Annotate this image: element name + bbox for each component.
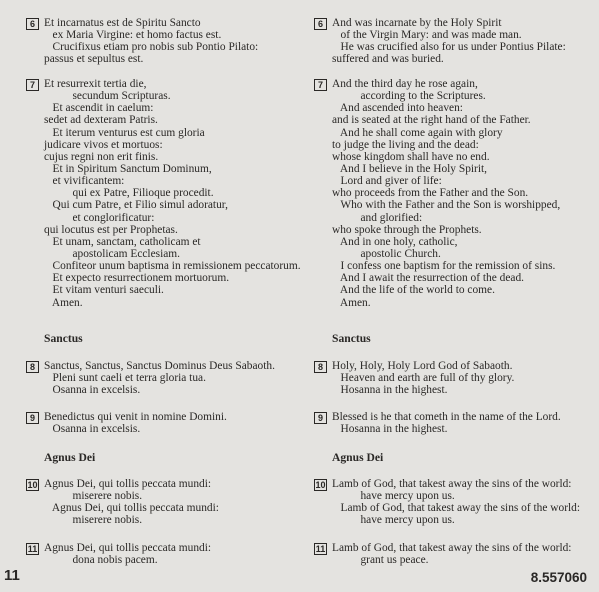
verse-line: passus et sepultus est. — [44, 53, 144, 66]
verse-line: Benedictus qui venit in nomine Domini. — [44, 411, 227, 423]
verse-line: And I await the resurrection of the dead. — [332, 272, 524, 285]
verse-line: And the third day he rose again, — [332, 78, 478, 90]
sanctus-heading: Sanctus — [332, 332, 371, 345]
verse-line: Pleni sunt caeli et terra gloria tua. — [44, 372, 206, 385]
verse-line: have mercy upon us. — [332, 514, 455, 527]
verse-line: Lamb of God, that takest away the sins of the world: — [332, 502, 581, 515]
verse-line: Holy, Holy, Holy Lord God of Sabaoth. — [332, 360, 513, 372]
verse-line: Et in Spiritum Sanctum Dominum, — [44, 162, 212, 175]
verse-lines — [44, 411, 227, 435]
track-number-badge: 10 — [27, 480, 38, 490]
verse-line: Et iterum venturus est cum gloria — [44, 126, 205, 139]
verse-lines — [332, 78, 560, 309]
verse-lines — [332, 478, 580, 527]
verse-line: miserere nobis. — [44, 514, 143, 527]
verse-line: Agnus Dei, qui tollis peccata mundi: — [44, 478, 212, 490]
verse-line: et vivificantem: — [44, 175, 125, 188]
verse-line: Agnus Dei, qui tollis peccata mundi: — [44, 542, 212, 554]
track-number-badge: 11 — [27, 544, 38, 554]
verse-line: have mercy upon us. — [332, 490, 455, 503]
verse-line: qui ex Patre, Filioque procedit. — [44, 187, 214, 200]
verse-line: Et incarnatus est de Spiritu Sancto — [44, 17, 201, 29]
verse-line: Sanctus, Sanctus, Sanctus Dominus Deus Sabaoth. — [44, 360, 275, 372]
track-number-badge: 10 — [315, 480, 326, 490]
verse-line: whose kingdom shall have no end. — [332, 150, 490, 163]
track-number-badge: 6 — [26, 18, 39, 30]
verse-line: grant us peace. — [332, 554, 429, 567]
verse-lines — [44, 542, 211, 566]
verse-line: et conglorificatur: — [44, 211, 155, 224]
verse-line: and glorified: — [332, 211, 423, 224]
verse-line: And was incarnate by the Holy Spirit — [332, 17, 502, 29]
verse-line: to judge the living and the dead: — [332, 138, 479, 151]
verse-line: and is seated at the right hand of the Father. — [332, 114, 531, 127]
verse-line: Crucifixus etiam pro nobis sub Pontio Pilato: — [44, 41, 259, 54]
track-number-badge: 8 — [26, 361, 39, 373]
verse-line: Et vitam venturi saeculi. — [44, 284, 164, 297]
verse-line: And ascended into heaven: — [332, 102, 463, 115]
agnus-dei-heading: Agnus Dei — [332, 451, 384, 464]
verse-line: who spoke through the Prophets. — [332, 223, 482, 236]
verse-lines — [332, 542, 571, 566]
verse-line: Lamb of God, that takest away the sins of the world: — [332, 542, 572, 554]
verse-line: Heaven and earth are full of thy glory. — [332, 372, 515, 385]
verse-line: Hosanna in the highest. — [332, 384, 448, 397]
verse-line: Qui cum Patre, et Filio simul adoratur, — [44, 199, 228, 212]
verse-line: Amen. — [332, 296, 371, 309]
verse-line: Et ascendit in caelum: — [44, 102, 154, 115]
verse-line: suffered and was buried. — [332, 53, 444, 66]
verse-lines — [44, 360, 275, 396]
verse-line: according to the Scriptures. — [332, 90, 486, 103]
verse-lines — [332, 411, 561, 435]
verse-line: sedet ad dexteram Patris. — [44, 114, 158, 127]
verse-line: Lamb of God, that takest away the sins of the world: — [332, 478, 572, 490]
verse-line: Who with the Father and the Son is worshipped, — [332, 199, 561, 212]
verse-line: Hosanna in the highest. — [332, 423, 448, 436]
sanctus-heading: Sanctus — [44, 332, 83, 345]
verse-line: of the Virgin Mary: and was made man. — [332, 29, 522, 42]
verse-line: Agnus Dei, qui tollis peccata mundi: — [44, 502, 219, 515]
verse-line: cujus regni non erit finis. — [44, 150, 159, 163]
track-number-badge: 8 — [314, 361, 327, 373]
track-number-badge: 6 — [314, 18, 327, 30]
verse-lines — [44, 478, 219, 527]
verse-line: And in one holy, catholic, — [332, 235, 458, 248]
verse-line: Confiteor unum baptisma in remissionem peccatorum. — [44, 260, 301, 273]
verse-line: ex Maria Virgine: et homo factus est. — [44, 29, 222, 42]
verse-lines — [332, 360, 514, 396]
verse-line: And I believe in the Holy Spirit, — [332, 162, 488, 175]
verse-lines — [44, 78, 301, 309]
page-number: 11 — [4, 567, 20, 584]
verse-line: Et unam, sanctam, catholicam et — [44, 235, 201, 248]
track-number-badge: 9 — [26, 412, 39, 424]
track-number-badge: 7 — [314, 79, 327, 91]
track-number-badge: 11 — [315, 544, 326, 554]
verse-line: I confess one baptism for the remission of sins. — [332, 260, 556, 273]
verse-line: miserere nobis. — [44, 490, 143, 503]
agnus-dei-heading: Agnus Dei — [44, 451, 96, 464]
verse-line: qui locutus est per Prophetas. — [44, 223, 178, 236]
verse-line: Et resurrexit tertia die, — [44, 78, 147, 90]
verse-line: apostolic Church. — [332, 247, 441, 260]
verse-line: Blessed is he that cometh in the name of the Lord. — [332, 411, 561, 423]
verse-line: judicare vivos et mortuos: — [44, 138, 163, 151]
verse-lines — [44, 17, 258, 66]
track-number-badge: 7 — [26, 79, 39, 91]
catalogue-number: 8.557060 — [530, 570, 587, 585]
verse-line: Lord and giver of life: — [332, 175, 442, 188]
verse-line: secundum Scripturas. — [44, 90, 171, 103]
verse-line: who proceeds from the Father and the Son. — [332, 187, 529, 200]
verse-line: Osanna in excelsis. — [44, 384, 141, 397]
verse-line: And he shall come again with glory — [332, 126, 503, 139]
verse-line: Osanna in excelsis. — [44, 423, 141, 436]
verse-lines — [332, 17, 566, 66]
verse-line: He was crucified also for us under Pontius Pilate: — [332, 41, 566, 54]
track-number-badge: 9 — [314, 412, 327, 424]
verse-line: Amen. — [44, 296, 83, 309]
verse-line: And the life of the world to come. — [332, 284, 495, 297]
verse-line: Et expecto resurrectionem mortuorum. — [44, 272, 230, 285]
verse-line: dona nobis pacem. — [44, 554, 158, 567]
verse-line: apostolicam Ecclesiam. — [44, 247, 181, 260]
